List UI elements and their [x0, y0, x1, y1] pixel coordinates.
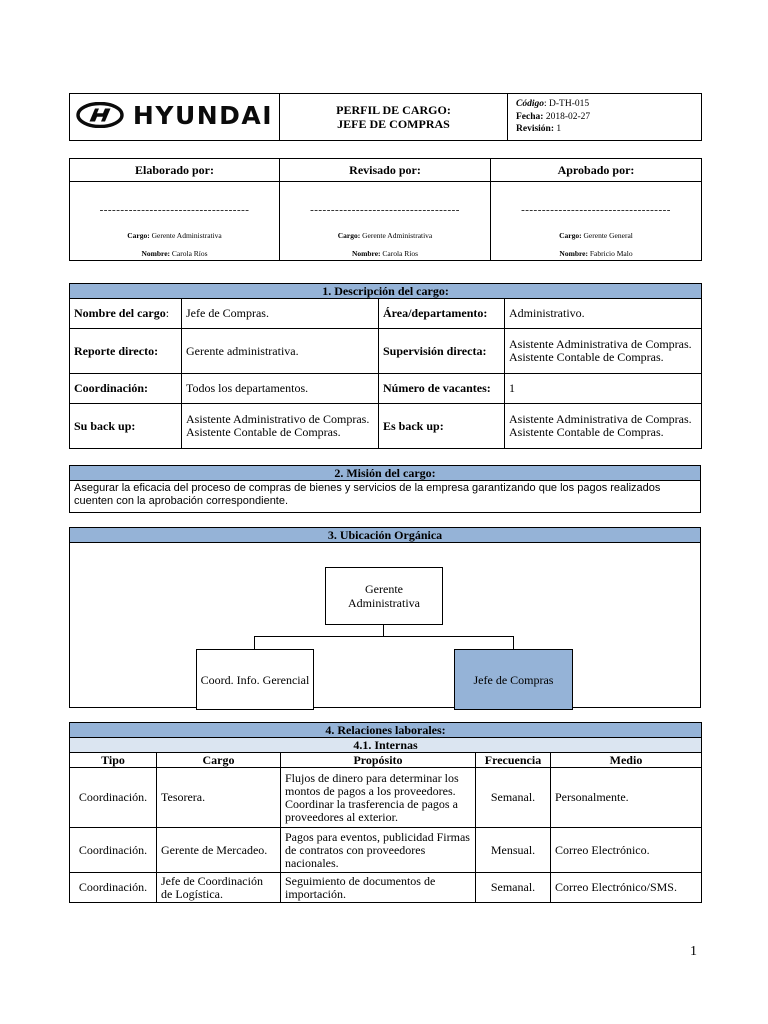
column-header: Medio — [551, 753, 702, 768]
field-label: Nombre del cargo: — [70, 299, 182, 329]
field-value: Todos los departamentos. — [182, 374, 379, 404]
section-title: 2. Misión del cargo: — [70, 466, 701, 481]
field-label: Número de vacantes: — [379, 374, 505, 404]
org-node-left: Coord. Info. Gerencial — [196, 649, 314, 710]
approval-cell: ------------------------------------ Cargo: Gerente General Nombre: Fabricio Malo — [491, 182, 702, 261]
connector — [383, 624, 384, 636]
codigo-line: Código: D-TH-015 — [516, 99, 590, 110]
field-value: Asistente Administrativa de Compras. Asistente Contable de Compras. — [505, 404, 702, 449]
section-title: 1. Descripción del cargo: — [70, 284, 702, 299]
field-value: Administrativo. — [505, 299, 702, 329]
org-chart-table — [69, 527, 701, 708]
fecha-line: Fecha: 2018-02-27 — [516, 111, 591, 122]
section-title: 4. Relaciones laborales: — [70, 723, 702, 738]
subsection-title: 4.1. Internas — [70, 738, 702, 753]
job-description-table — [69, 283, 702, 449]
hyundai-logo — [76, 101, 273, 130]
table-row: Coordinación. Tesorera. Flujos de dinero para determinar los montos de pagos a los proveedores. Coordinar la trasferencia de pagos a proveedores al exterior. Semanal. Personalmente. — [70, 768, 702, 828]
column-header: Tipo — [70, 753, 157, 768]
field-label: Reporte directo: — [70, 329, 182, 374]
approvals-table — [69, 158, 702, 261]
field-value: Asistente Administrativo de Compras. Asistente Contable de Compras. — [182, 404, 379, 449]
field-label: Su back up: — [70, 404, 182, 449]
approval-cell: ------------------------------------ Cargo: Gerente Administrativa Nombre: Carola Ríos — [70, 182, 280, 261]
field-label: Es back up: — [379, 404, 505, 449]
table-row: Coordinación. Gerente de Mercadeo. Pagos para eventos, publicidad Firmas de contratos con proveedores nacionales. Mensual. Correo Electrónico. — [70, 828, 702, 873]
org-node-top: Gerente Administrativa — [325, 567, 443, 625]
page-number: 1 — [690, 944, 697, 959]
table-row: Coordinación. Jefe de Coordinación de Logística. Seguimiento de documentos de importación. Semanal. Correo Electrónico/SMS. — [70, 873, 702, 903]
field-value: 1 — [505, 374, 702, 404]
revision-line: Revisión: 1 — [516, 124, 562, 135]
logo-cell — [70, 94, 280, 141]
approval-header-revisado: Revisado por: — [280, 159, 491, 182]
field-label: Coordinación: — [70, 374, 182, 404]
document-title: PERFIL DE CARGO: JEFE DE COMPRAS — [280, 94, 508, 141]
connector — [513, 636, 514, 649]
approval-cell: ------------------------------------ Cargo: Gerente Administrativa Nombre: Carola Ríos — [280, 182, 491, 261]
field-value: Asistente Administrativa de Compras. Asistente Contable de Compras. — [505, 329, 702, 374]
field-value: Gerente administrativa. — [182, 329, 379, 374]
column-header: Cargo — [157, 753, 281, 768]
connector — [254, 636, 255, 649]
org-chart — [70, 543, 701, 708]
brand-name: HYUNDAI — [132, 100, 274, 130]
approval-header-elaborado: Elaborado por: — [70, 159, 280, 182]
mission-text: Asegurar la eficacia del proceso de compras de bienes y servicios de la empresa garantizando que los pagos realizados cuenten con la aprobación correspondiente. — [70, 481, 701, 513]
signature-line: ------------------------------------ — [310, 204, 460, 216]
approval-header-aprobado: Aprobado por: — [491, 159, 702, 182]
signature-line: ------------------------------------ — [99, 204, 250, 216]
connector — [254, 636, 513, 637]
document-meta — [508, 94, 702, 141]
column-header: Frecuencia — [476, 753, 551, 768]
section-title: 3. Ubicación Orgánica — [70, 528, 701, 543]
field-label: Supervisión directa: — [379, 329, 505, 374]
mission-table — [69, 465, 701, 513]
field-label: Área/departamento: — [379, 299, 505, 329]
signature-line: ------------------------------------ — [521, 204, 671, 216]
relations-table — [69, 722, 702, 903]
field-value: Jefe de Compras. — [182, 299, 379, 329]
column-header: Propósito — [281, 753, 476, 768]
org-node-right-highlighted: Jefe de Compras — [454, 649, 573, 710]
hyundai-emblem-icon — [76, 102, 124, 128]
document-header — [69, 93, 702, 141]
